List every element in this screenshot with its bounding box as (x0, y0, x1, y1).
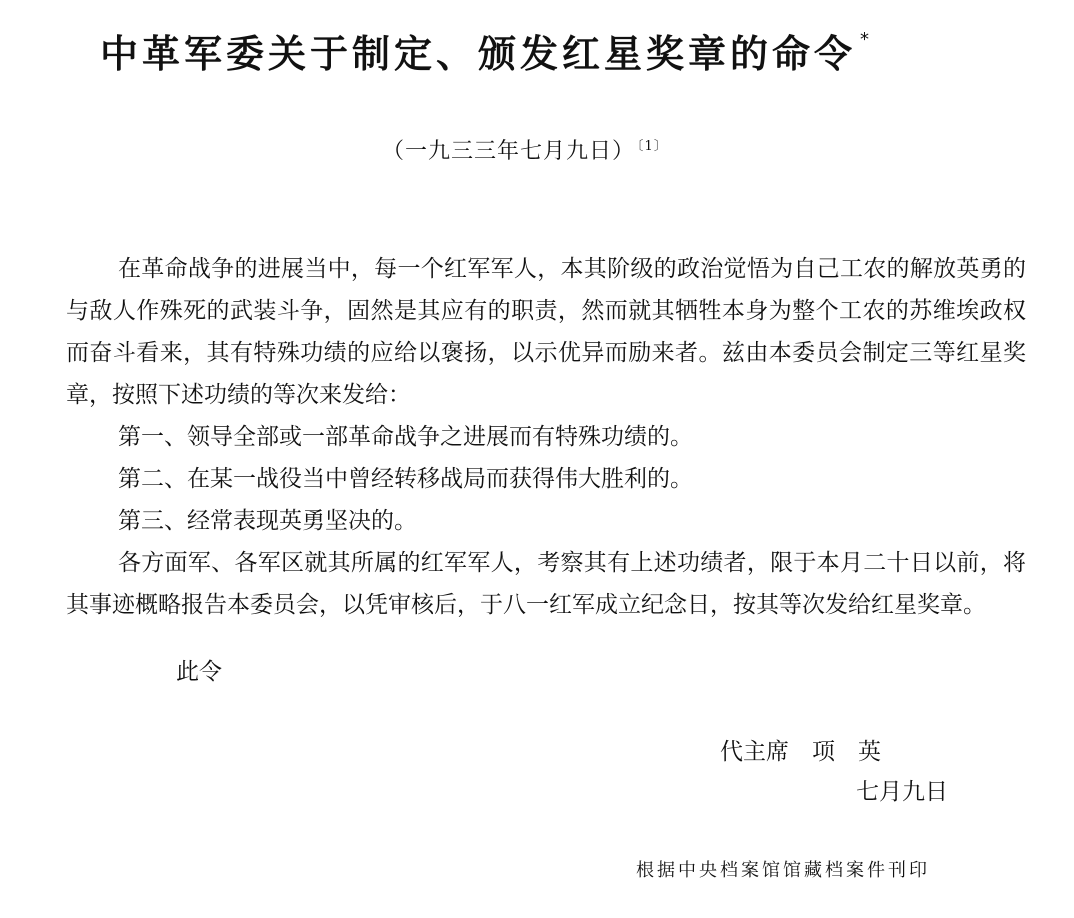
paragraph-item-second: 第二、在某一战役当中曾经转移战局而获得伟大胜利的。 (118, 466, 693, 492)
paragraph-item-first: 第一、领导全部或一部革命战争之进展而有特殊功绩的。 (118, 424, 693, 450)
paragraph-intro: 在革命战争的进展当中，每一个红军军人，本其阶级的政治觉悟为自己工农的解放英勇的与敌人作殊死的武装斗争，固然是其应有的职责，然而就其牺牲本身为整个工农的苏维埃政权而奋斗看来，其有特殊功绩的应给以褒扬，以示优异而励来者。兹由本委员会制定三等红星奖章，按照下述功绩的等次来发给： (66, 256, 1026, 408)
title-text: 中革军委关于制定、颁发红星奖章的命令 (100, 32, 857, 76)
date-footnote-mark: 〔1〕 (637, 139, 668, 154)
paragraph-instructions: 各方面军、各军区就其所属的红军军人，考察其有上述功绩者，限于本月二十日以前，将其事迹概略报告本委员会，以凭审核后，于八一红军成立纪念日，按其等次发给红星奖章。 (66, 550, 1026, 618)
date-text: （一九三三年七月九日） (382, 139, 636, 164)
source-note: 根据中央档案馆馆藏档案件刊印 (636, 860, 930, 881)
document-body (66, 248, 1026, 626)
closing-order: 此令 (176, 659, 222, 685)
title-footnote-mark: * (860, 29, 874, 50)
document-title (100, 12, 873, 82)
signature-line: 代主席 项 英 (720, 739, 881, 765)
document-date (382, 132, 668, 167)
paragraph-item-third: 第三、经常表现英勇坚决的。 (118, 508, 417, 534)
signature-date: 七月九日 (856, 779, 948, 805)
